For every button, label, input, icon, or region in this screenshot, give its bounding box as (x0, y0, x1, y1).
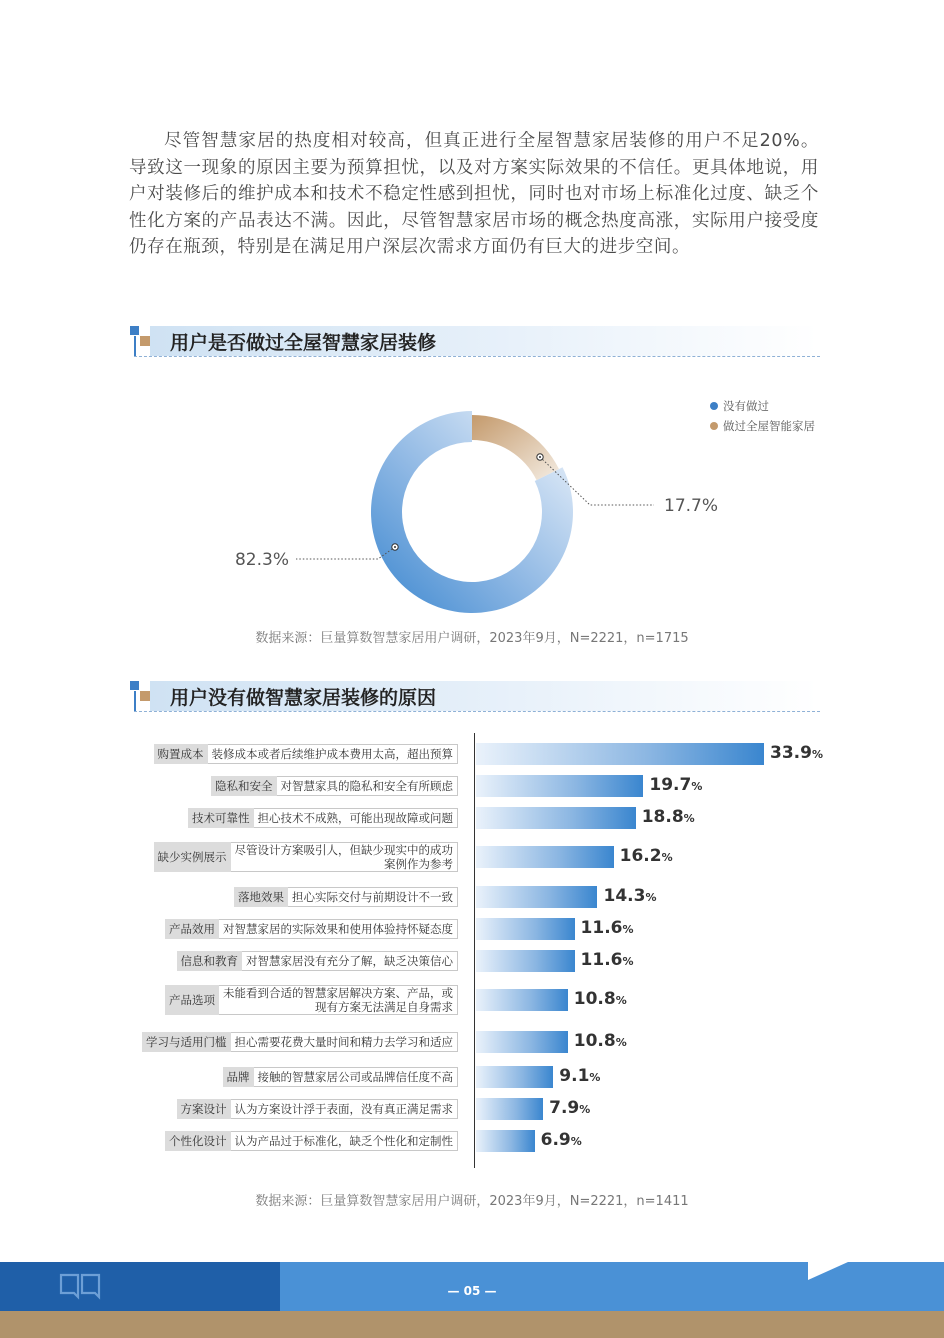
bar-value-unit: % (622, 923, 634, 936)
bar (476, 846, 614, 868)
bar-category-tag: 信息和教育 (177, 951, 243, 971)
bar-value-label (574, 989, 627, 1009)
bar (476, 775, 643, 797)
bar-value-unit: % (589, 1071, 601, 1084)
bar-value-label (549, 1098, 590, 1118)
bar-value-label (603, 886, 656, 906)
legend-label: 做过全屋智能家居 (723, 419, 815, 433)
section-title-2: 用户没有做智慧家居装修的原因 (170, 687, 437, 709)
bar-value-unit: % (622, 955, 634, 968)
bar-value-label (574, 1031, 627, 1051)
bar-value-label (642, 807, 695, 827)
bar-value-label (620, 846, 673, 866)
bar-value-unit: % (570, 1135, 582, 1148)
bar-value-number: 7.9 (549, 1098, 580, 1118)
bar-value-label (559, 1066, 600, 1086)
bar-category-desc: 认为产品过于标准化，缺乏个性化和定制性 (231, 1131, 459, 1151)
bar (476, 743, 764, 765)
bar-value-number: 6.9 (540, 1130, 571, 1150)
bar-category-tag: 产品效用 (165, 919, 219, 939)
section-title-1: 用户是否做过全屋智慧家居装修 (170, 332, 437, 354)
bar-row-label (177, 1099, 459, 1119)
source-note-1: 数据来源：巨量算数智慧家居用户调研，2023年9月，N=2221，n=1715 (255, 631, 689, 646)
bar-value-unit: % (645, 891, 657, 904)
bar-value-unit: % (811, 748, 823, 761)
bar-category-tag: 方案设计 (177, 1099, 231, 1119)
bar-value-number: 11.6 (580, 918, 623, 938)
footer-brown-band (0, 1311, 944, 1338)
source-note-2: 数据来源：巨量算数智慧家居用户调研，2023年9月，N=2221，n=1411 (255, 1194, 689, 1209)
bar-category-tag: 产品选项 (165, 985, 219, 1015)
bar-row-label (223, 1067, 459, 1087)
bar-category-tag: 购置成本 (154, 744, 208, 764)
bar (476, 950, 575, 972)
bar-value-number: 10.8 (573, 1031, 616, 1051)
bar (476, 807, 636, 829)
bar-value-number: 18.8 (641, 807, 684, 827)
footer-notch (808, 1262, 858, 1282)
bar-row-label (154, 842, 459, 872)
bar-category-desc: 对智慧家居的实际效果和使用体验持怀疑态度 (219, 919, 458, 939)
bar-value-number: 10.8 (573, 989, 616, 1009)
bar-category-desc: 尽管设计方案吸引人，但缺少现实中的成功 案例作为参考 (231, 842, 459, 872)
bar-value-unit: % (579, 1103, 591, 1116)
bar-category-tag: 隐私和安全 (211, 776, 277, 796)
bar-row-label (165, 919, 458, 939)
bar-category-desc: 担心实际交付与前期设计不一致 (288, 887, 458, 907)
bar-category-tag: 落地效果 (234, 887, 288, 907)
bar-row-label (234, 887, 458, 907)
bar-category-tag: 技术可靠性 (188, 808, 254, 828)
bar-category-desc: 对智慧家居没有充分了解，缺乏决策信心 (242, 951, 458, 971)
bar (476, 989, 568, 1011)
bar (476, 918, 575, 940)
bar-row-label (188, 808, 458, 828)
bar-row-label (177, 951, 459, 971)
intro-paragraph: 尽管智慧家居的热度相对较高，但真正进行全屋智慧家居装修的用户不足20%。导致这一现象的原因主要为预算担忧，以及对方案实际效果的不信任。更具体地说，用户对装修后的维护成本和技术不稳定性感到担忧，同时也对市场上标准化过度、缺乏个性化方案的产品表达不满。因此，尽管智慧家居市场的概念热度高涨，实际用户接受度仍存在瓶颈，特别是在满足用户深层次需求方面仍有巨大的进步空间。 (129, 131, 819, 258)
donut-value-label-0: 82.3% (234, 550, 289, 570)
bar-category-tag: 缺少实例展示 (154, 842, 231, 872)
bar-row-label (165, 1131, 458, 1151)
bar-category-desc: 未能看到合适的智慧家居解决方案、产品，或 现有方案无法满足自身需求 (219, 985, 458, 1015)
bar-value-unit: % (615, 1036, 627, 1049)
bar-value-number: 19.7 (649, 775, 692, 795)
bar (476, 886, 597, 908)
bar (476, 1066, 553, 1088)
bar (476, 1098, 543, 1120)
bar-value-unit: % (683, 812, 695, 825)
bar-value-unit: % (691, 780, 703, 793)
bar-category-desc: 担心技术不成熟，可能出现故障或问题 (254, 808, 459, 828)
bar-row-label (165, 985, 458, 1015)
bar-value-unit: % (615, 994, 627, 1007)
bar-value-number: 9.1 (559, 1066, 590, 1086)
bar-value-number: 33.9 (770, 743, 812, 763)
bar-value-number: 14.3 (603, 886, 646, 906)
bar-value-label (581, 918, 634, 938)
bar-value-number: 11.6 (580, 950, 623, 970)
bar-value-unit: % (661, 851, 673, 864)
bar-value-number: 16.2 (619, 846, 662, 866)
bar-value-label (541, 1130, 582, 1150)
bar-category-desc: 接触的智慧家居公司或品牌信任度不高 (254, 1067, 459, 1087)
bar-category-desc: 认为方案设计浮于表面，没有真正满足需求 (231, 1099, 459, 1119)
bar-value-label (581, 950, 634, 970)
bar-category-desc: 担心需要花费大量时间和精力去学习和适应 (231, 1032, 459, 1052)
legend-label: 没有做过 (723, 399, 769, 413)
bar-value-label (649, 775, 702, 795)
page-number: — 05 — (447, 1284, 497, 1298)
bar-category-tag: 个性化设计 (165, 1131, 231, 1151)
donut-value-label-1: 17.7% (664, 496, 719, 516)
bar (476, 1031, 568, 1053)
bar-row-label (154, 744, 459, 764)
bar-row-label (211, 776, 458, 796)
bar-category-desc: 对智慧家具的隐私和安全有所顾虑 (277, 776, 459, 796)
bar (476, 1130, 535, 1152)
bar-category-desc: 装修成本或者后续维护成本费用太高，超出预算 (208, 744, 459, 764)
bar-axis-line (474, 733, 475, 1168)
bar-category-tag: 学习与适用门槛 (142, 1032, 231, 1052)
bar-value-label (770, 743, 823, 763)
bar-category-tag: 品牌 (223, 1067, 254, 1087)
bar-row-label (142, 1032, 458, 1052)
